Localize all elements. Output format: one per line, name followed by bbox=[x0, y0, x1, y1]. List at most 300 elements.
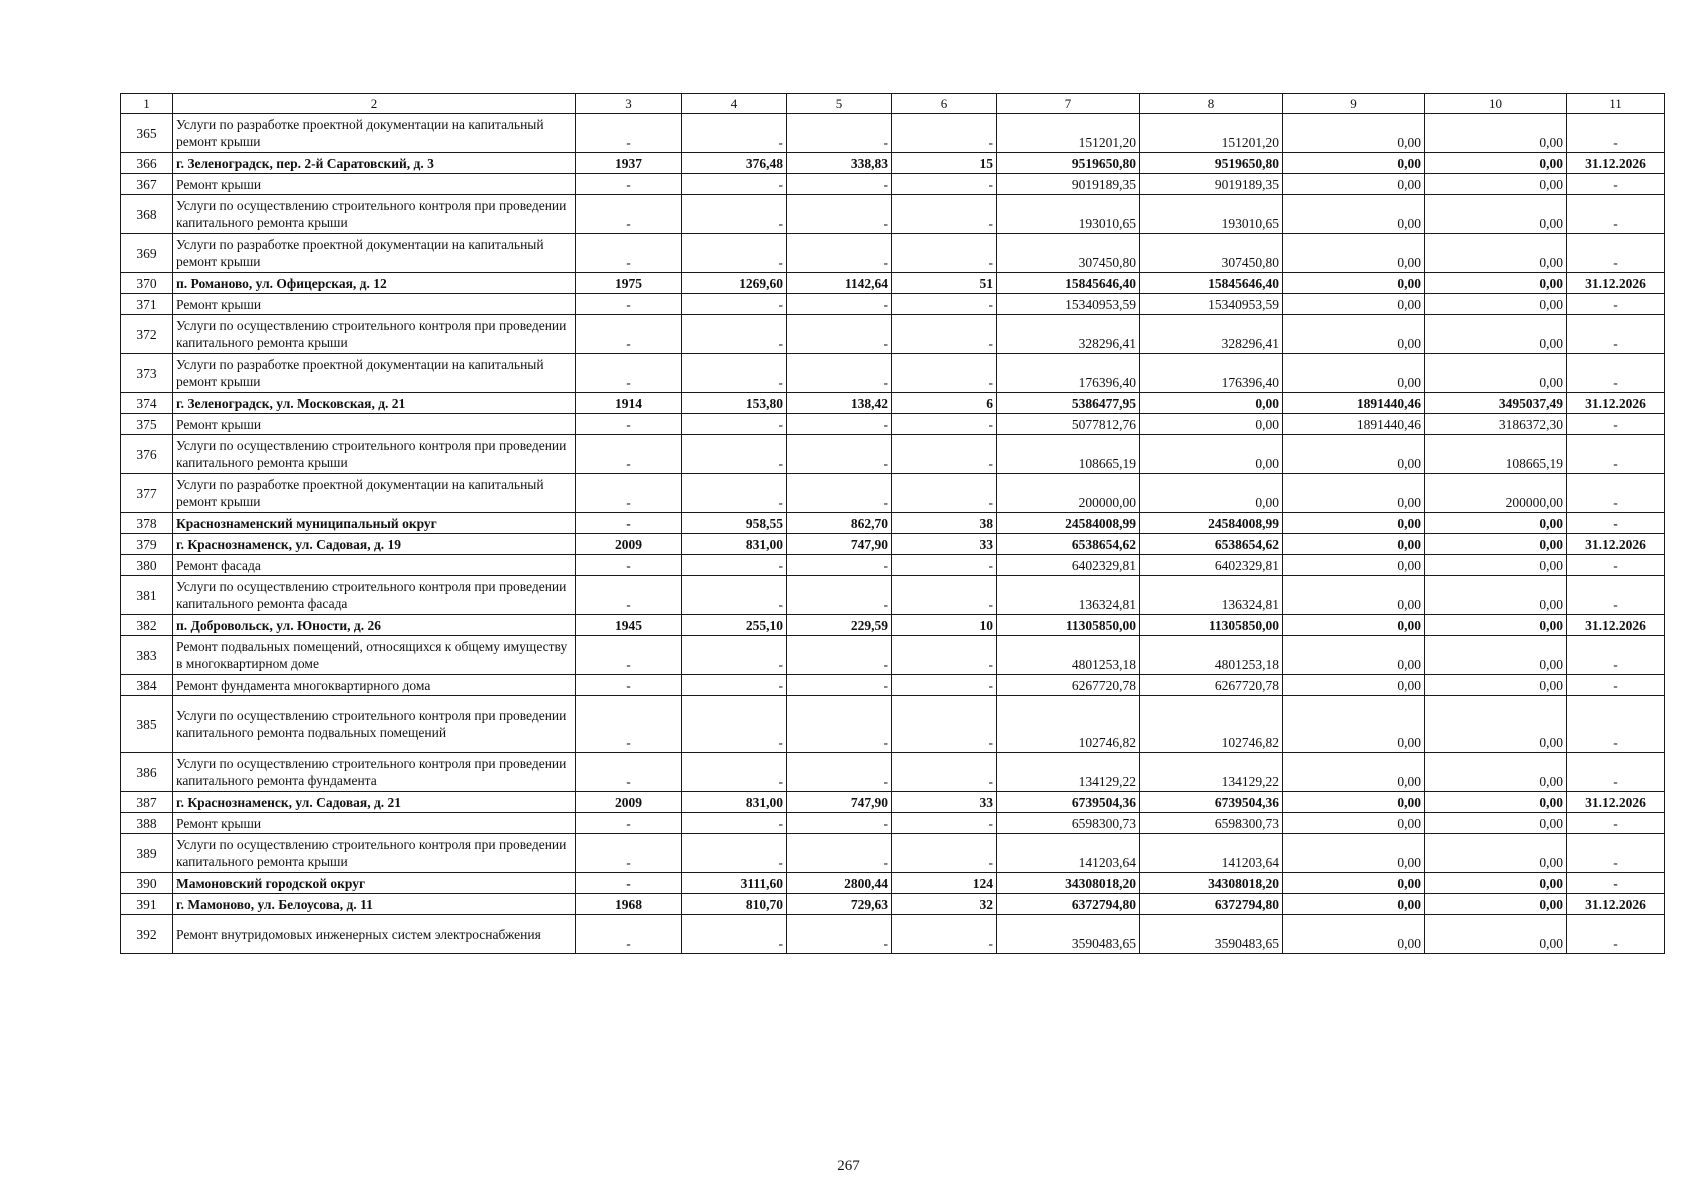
cell-year: - bbox=[576, 294, 682, 315]
cell-total-area: 153,80 bbox=[682, 393, 787, 414]
cell-year: - bbox=[576, 315, 682, 354]
row-number: 367 bbox=[121, 174, 173, 195]
cell-total-cost: 176396,40 bbox=[997, 354, 1140, 393]
table-row bbox=[121, 435, 1665, 474]
cell-deadline: 31.12.2026 bbox=[1567, 273, 1665, 294]
cell-budget-cost: 0,00 bbox=[1283, 753, 1425, 792]
cell-total-cost: 6402329,81 bbox=[997, 555, 1140, 576]
cell-owner-cost: 0,00 bbox=[1425, 753, 1567, 792]
cell-budget-cost: 0,00 bbox=[1283, 696, 1425, 753]
header-cell: 1 bbox=[121, 94, 173, 114]
cell-residents: - bbox=[892, 234, 997, 273]
cell-living-area: 862,70 bbox=[787, 513, 892, 534]
cell-fund-cost: 141203,64 bbox=[1140, 834, 1283, 873]
cell-budget-cost: 0,00 bbox=[1283, 813, 1425, 834]
cell-fund-cost: 0,00 bbox=[1140, 393, 1283, 414]
table-row bbox=[121, 636, 1665, 675]
cell-residents: 6 bbox=[892, 393, 997, 414]
cell-year: 2009 bbox=[576, 534, 682, 555]
cell-fund-cost: 6538654,62 bbox=[1140, 534, 1283, 555]
cell-fund-cost: 6267720,78 bbox=[1140, 675, 1283, 696]
cell-residents: 38 bbox=[892, 513, 997, 534]
cell-living-area: - bbox=[787, 354, 892, 393]
cell-budget-cost: 0,00 bbox=[1283, 294, 1425, 315]
cell-total-area: - bbox=[682, 234, 787, 273]
cell-year: - bbox=[576, 813, 682, 834]
table-row bbox=[121, 792, 1665, 813]
row-number: 387 bbox=[121, 792, 173, 813]
cell-year: - bbox=[576, 195, 682, 234]
cell-owner-cost: 0,00 bbox=[1425, 174, 1567, 195]
table-row bbox=[121, 315, 1665, 354]
cell-deadline: - bbox=[1567, 696, 1665, 753]
cell-living-area: 747,90 bbox=[787, 792, 892, 813]
cell-total-cost: 108665,19 bbox=[997, 435, 1140, 474]
cell-deadline: - bbox=[1567, 513, 1665, 534]
row-name: Услуги по разработке проектной документации на капитальный ремонт крыши bbox=[173, 114, 576, 153]
cell-residents: 15 bbox=[892, 153, 997, 174]
cell-deadline: 31.12.2026 bbox=[1567, 153, 1665, 174]
row-number: 385 bbox=[121, 696, 173, 753]
cell-total-area: 255,10 bbox=[682, 615, 787, 636]
cell-year: - bbox=[576, 234, 682, 273]
cell-fund-cost: 193010,65 bbox=[1140, 195, 1283, 234]
cell-residents: - bbox=[892, 195, 997, 234]
cell-total-cost: 6739504,36 bbox=[997, 792, 1140, 813]
table-row bbox=[121, 354, 1665, 393]
cell-total-area: - bbox=[682, 294, 787, 315]
cell-owner-cost: 0,00 bbox=[1425, 114, 1567, 153]
cell-living-area: 229,59 bbox=[787, 615, 892, 636]
cell-residents: - bbox=[892, 435, 997, 474]
cell-total-area: - bbox=[682, 675, 787, 696]
table-row bbox=[121, 915, 1665, 954]
cell-total-area: - bbox=[682, 195, 787, 234]
row-number: 390 bbox=[121, 873, 173, 894]
cell-year: 2009 bbox=[576, 792, 682, 813]
cell-fund-cost: 176396,40 bbox=[1140, 354, 1283, 393]
cell-living-area: - bbox=[787, 915, 892, 954]
cell-residents: - bbox=[892, 675, 997, 696]
cell-budget-cost: 0,00 bbox=[1283, 834, 1425, 873]
row-number: 391 bbox=[121, 894, 173, 915]
table-row bbox=[121, 675, 1665, 696]
cell-total-area: - bbox=[682, 636, 787, 675]
table-row bbox=[121, 615, 1665, 636]
cell-deadline: - bbox=[1567, 834, 1665, 873]
cell-owner-cost: 0,00 bbox=[1425, 873, 1567, 894]
cell-total-area: 831,00 bbox=[682, 792, 787, 813]
row-name: Мамоновский городской округ bbox=[173, 873, 576, 894]
cell-year: - bbox=[576, 915, 682, 954]
cell-fund-cost: 6598300,73 bbox=[1140, 813, 1283, 834]
cell-fund-cost: 9519650,80 bbox=[1140, 153, 1283, 174]
table-row bbox=[121, 894, 1665, 915]
cell-residents: - bbox=[892, 114, 997, 153]
cell-budget-cost: 0,00 bbox=[1283, 195, 1425, 234]
cell-year: - bbox=[576, 576, 682, 615]
cell-fund-cost: 134129,22 bbox=[1140, 753, 1283, 792]
table-row bbox=[121, 195, 1665, 234]
table-row bbox=[121, 414, 1665, 435]
data-table bbox=[120, 93, 1665, 954]
cell-total-cost: 193010,65 bbox=[997, 195, 1140, 234]
row-number: 373 bbox=[121, 354, 173, 393]
cell-total-cost: 9519650,80 bbox=[997, 153, 1140, 174]
row-number: 366 bbox=[121, 153, 173, 174]
cell-fund-cost: 4801253,18 bbox=[1140, 636, 1283, 675]
cell-total-area: - bbox=[682, 315, 787, 354]
table-row bbox=[121, 114, 1665, 153]
cell-living-area: - bbox=[787, 174, 892, 195]
cell-year: - bbox=[576, 435, 682, 474]
cell-total-area: - bbox=[682, 174, 787, 195]
cell-fund-cost: 6372794,80 bbox=[1140, 894, 1283, 915]
row-number: 369 bbox=[121, 234, 173, 273]
row-name: Услуги по осуществлению строительного контроля при проведении капитального ремонта подвальных помещений bbox=[173, 696, 576, 753]
cell-year: 1914 bbox=[576, 393, 682, 414]
row-name: Услуги по осуществлению строительного контроля при проведении капитального ремонта фундамента bbox=[173, 753, 576, 792]
table-row bbox=[121, 753, 1665, 792]
header-cell: 8 bbox=[1140, 94, 1283, 114]
cell-residents: - bbox=[892, 753, 997, 792]
cell-owner-cost: 108665,19 bbox=[1425, 435, 1567, 474]
cell-deadline: - bbox=[1567, 174, 1665, 195]
cell-total-area: - bbox=[682, 354, 787, 393]
cell-fund-cost: 136324,81 bbox=[1140, 576, 1283, 615]
cell-year: 1975 bbox=[576, 273, 682, 294]
row-number: 383 bbox=[121, 636, 173, 675]
cell-year: 1945 bbox=[576, 615, 682, 636]
cell-living-area: - bbox=[787, 435, 892, 474]
cell-total-area: - bbox=[682, 576, 787, 615]
header-cell: 4 bbox=[682, 94, 787, 114]
cell-fund-cost: 34308018,20 bbox=[1140, 873, 1283, 894]
cell-total-area: - bbox=[682, 414, 787, 435]
cell-deadline: 31.12.2026 bbox=[1567, 393, 1665, 414]
cell-residents: - bbox=[892, 576, 997, 615]
row-number: 372 bbox=[121, 315, 173, 354]
row-name: г. Краснознаменск, ул. Садовая, д. 21 bbox=[173, 792, 576, 813]
cell-living-area: - bbox=[787, 675, 892, 696]
cell-deadline: - bbox=[1567, 675, 1665, 696]
row-number: 386 bbox=[121, 753, 173, 792]
header-cell: 3 bbox=[576, 94, 682, 114]
cell-fund-cost: 15845646,40 bbox=[1140, 273, 1283, 294]
cell-year: - bbox=[576, 474, 682, 513]
table-body bbox=[121, 114, 1665, 954]
row-name: Ремонт фасада bbox=[173, 555, 576, 576]
cell-deadline: - bbox=[1567, 576, 1665, 615]
row-name: Услуги по осуществлению строительного контроля при проведении капитального ремонта крыши bbox=[173, 435, 576, 474]
cell-living-area: - bbox=[787, 834, 892, 873]
cell-total-cost: 34308018,20 bbox=[997, 873, 1140, 894]
row-name: Ремонт подвальных помещений, относящихся к общему имуществу в многоквартирном доме bbox=[173, 636, 576, 675]
cell-total-area: 958,55 bbox=[682, 513, 787, 534]
cell-budget-cost: 0,00 bbox=[1283, 174, 1425, 195]
cell-residents: - bbox=[892, 174, 997, 195]
cell-fund-cost: 15340953,59 bbox=[1140, 294, 1283, 315]
header-cell: 7 bbox=[997, 94, 1140, 114]
table-row bbox=[121, 513, 1665, 534]
cell-owner-cost: 0,00 bbox=[1425, 675, 1567, 696]
cell-living-area: - bbox=[787, 234, 892, 273]
cell-year: - bbox=[576, 675, 682, 696]
cell-living-area: 1142,64 bbox=[787, 273, 892, 294]
cell-fund-cost: 9019189,35 bbox=[1140, 174, 1283, 195]
cell-owner-cost: 0,00 bbox=[1425, 555, 1567, 576]
cell-living-area: - bbox=[787, 753, 892, 792]
row-number: 384 bbox=[121, 675, 173, 696]
table-row bbox=[121, 174, 1665, 195]
row-name: Услуги по осуществлению строительного контроля при проведении капитального ремонта крыши bbox=[173, 195, 576, 234]
table-row bbox=[121, 273, 1665, 294]
cell-residents: - bbox=[892, 315, 997, 354]
row-number: 376 bbox=[121, 435, 173, 474]
cell-budget-cost: 0,00 bbox=[1283, 435, 1425, 474]
row-name: Ремонт фундамента многоквартирного дома bbox=[173, 675, 576, 696]
cell-total-cost: 328296,41 bbox=[997, 315, 1140, 354]
cell-owner-cost: 0,00 bbox=[1425, 813, 1567, 834]
cell-total-cost: 5386477,95 bbox=[997, 393, 1140, 414]
cell-budget-cost: 0,00 bbox=[1283, 153, 1425, 174]
cell-total-area: - bbox=[682, 915, 787, 954]
cell-budget-cost: 0,00 bbox=[1283, 915, 1425, 954]
cell-owner-cost: 0,00 bbox=[1425, 513, 1567, 534]
row-number: 381 bbox=[121, 576, 173, 615]
cell-deadline: 31.12.2026 bbox=[1567, 792, 1665, 813]
page-number: 267 bbox=[837, 1158, 860, 1174]
row-number: 370 bbox=[121, 273, 173, 294]
table-row bbox=[121, 576, 1665, 615]
cell-budget-cost: 0,00 bbox=[1283, 873, 1425, 894]
row-number: 388 bbox=[121, 813, 173, 834]
cell-residents: - bbox=[892, 414, 997, 435]
cell-total-cost: 24584008,99 bbox=[997, 513, 1140, 534]
cell-owner-cost: 0,00 bbox=[1425, 315, 1567, 354]
cell-living-area: - bbox=[787, 195, 892, 234]
cell-residents: 124 bbox=[892, 873, 997, 894]
cell-budget-cost: 0,00 bbox=[1283, 234, 1425, 273]
cell-fund-cost: 0,00 bbox=[1140, 435, 1283, 474]
cell-owner-cost: 0,00 bbox=[1425, 294, 1567, 315]
cell-residents: - bbox=[892, 294, 997, 315]
cell-living-area: 2800,44 bbox=[787, 873, 892, 894]
cell-year: - bbox=[576, 636, 682, 675]
row-name: Ремонт внутридомовых инженерных систем электроснабжения bbox=[173, 915, 576, 954]
cell-deadline: - bbox=[1567, 873, 1665, 894]
row-number: 380 bbox=[121, 555, 173, 576]
cell-year: - bbox=[576, 354, 682, 393]
cell-deadline: - bbox=[1567, 294, 1665, 315]
header-cell: 10 bbox=[1425, 94, 1567, 114]
cell-total-cost: 6267720,78 bbox=[997, 675, 1140, 696]
row-name: Краснознаменский муниципальный округ bbox=[173, 513, 576, 534]
cell-deadline: - bbox=[1567, 636, 1665, 675]
cell-total-area: - bbox=[682, 114, 787, 153]
cell-deadline: - bbox=[1567, 234, 1665, 273]
row-number: 377 bbox=[121, 474, 173, 513]
cell-deadline: - bbox=[1567, 195, 1665, 234]
header-cell: 6 bbox=[892, 94, 997, 114]
cell-owner-cost: 0,00 bbox=[1425, 234, 1567, 273]
cell-total-cost: 134129,22 bbox=[997, 753, 1140, 792]
cell-total-area: - bbox=[682, 696, 787, 753]
cell-budget-cost: 0,00 bbox=[1283, 576, 1425, 615]
cell-owner-cost: 0,00 bbox=[1425, 534, 1567, 555]
cell-deadline: - bbox=[1567, 114, 1665, 153]
cell-year: - bbox=[576, 753, 682, 792]
cell-deadline: - bbox=[1567, 474, 1665, 513]
row-name: г. Мамоново, ул. Белоусова, д. 11 bbox=[173, 894, 576, 915]
cell-budget-cost: 0,00 bbox=[1283, 675, 1425, 696]
cell-budget-cost: 0,00 bbox=[1283, 114, 1425, 153]
cell-residents: - bbox=[892, 813, 997, 834]
row-number: 378 bbox=[121, 513, 173, 534]
cell-total-area: - bbox=[682, 813, 787, 834]
cell-residents: - bbox=[892, 636, 997, 675]
header-cell: 9 bbox=[1283, 94, 1425, 114]
cell-living-area: 747,90 bbox=[787, 534, 892, 555]
cell-living-area: - bbox=[787, 315, 892, 354]
cell-residents: - bbox=[892, 915, 997, 954]
cell-total-area: 1269,60 bbox=[682, 273, 787, 294]
cell-owner-cost: 3495037,49 bbox=[1425, 393, 1567, 414]
row-number: 375 bbox=[121, 414, 173, 435]
cell-total-cost: 6598300,73 bbox=[997, 813, 1140, 834]
row-name: Ремонт крыши bbox=[173, 813, 576, 834]
cell-total-cost: 136324,81 bbox=[997, 576, 1140, 615]
cell-deadline: - bbox=[1567, 435, 1665, 474]
cell-owner-cost: 0,00 bbox=[1425, 153, 1567, 174]
cell-residents: - bbox=[892, 696, 997, 753]
cell-total-cost: 102746,82 bbox=[997, 696, 1140, 753]
row-number: 371 bbox=[121, 294, 173, 315]
row-name: Ремонт крыши bbox=[173, 174, 576, 195]
cell-deadline: - bbox=[1567, 354, 1665, 393]
cell-deadline: - bbox=[1567, 915, 1665, 954]
table-row bbox=[121, 393, 1665, 414]
cell-fund-cost: 102746,82 bbox=[1140, 696, 1283, 753]
cell-residents: 33 bbox=[892, 534, 997, 555]
cell-living-area: - bbox=[787, 813, 892, 834]
cell-year: - bbox=[576, 696, 682, 753]
cell-total-area: - bbox=[682, 435, 787, 474]
row-name: г. Зеленоградск, ул. Московская, д. 21 bbox=[173, 393, 576, 414]
cell-living-area: - bbox=[787, 474, 892, 513]
cell-fund-cost: 3590483,65 bbox=[1140, 915, 1283, 954]
cell-total-cost: 141203,64 bbox=[997, 834, 1140, 873]
cell-total-cost: 200000,00 bbox=[997, 474, 1140, 513]
cell-year: - bbox=[576, 414, 682, 435]
cell-total-cost: 3590483,65 bbox=[997, 915, 1140, 954]
cell-year: - bbox=[576, 873, 682, 894]
row-number: 382 bbox=[121, 615, 173, 636]
cell-total-cost: 151201,20 bbox=[997, 114, 1140, 153]
cell-total-area: 831,00 bbox=[682, 534, 787, 555]
row-name: Услуги по осуществлению строительного контроля при проведении капитального ремонта крыши bbox=[173, 834, 576, 873]
cell-budget-cost: 0,00 bbox=[1283, 615, 1425, 636]
cell-budget-cost: 0,00 bbox=[1283, 354, 1425, 393]
table-row bbox=[121, 474, 1665, 513]
cell-fund-cost: 0,00 bbox=[1140, 474, 1283, 513]
row-number: 392 bbox=[121, 915, 173, 954]
cell-year: - bbox=[576, 513, 682, 534]
row-name: Ремонт крыши bbox=[173, 294, 576, 315]
cell-fund-cost: 11305850,00 bbox=[1140, 615, 1283, 636]
cell-total-area: 3111,60 bbox=[682, 873, 787, 894]
cell-year: - bbox=[576, 834, 682, 873]
cell-owner-cost: 0,00 bbox=[1425, 636, 1567, 675]
cell-total-cost: 15845646,40 bbox=[997, 273, 1140, 294]
cell-deadline: 31.12.2026 bbox=[1567, 615, 1665, 636]
row-name: г. Зеленоградск, пер. 2-й Саратовский, д. 3 bbox=[173, 153, 576, 174]
cell-owner-cost: 0,00 bbox=[1425, 792, 1567, 813]
cell-total-area: 810,70 bbox=[682, 894, 787, 915]
cell-total-area: 376,48 bbox=[682, 153, 787, 174]
row-number: 379 bbox=[121, 534, 173, 555]
cell-owner-cost: 0,00 bbox=[1425, 894, 1567, 915]
table-row bbox=[121, 234, 1665, 273]
cell-year: 1937 bbox=[576, 153, 682, 174]
cell-deadline: - bbox=[1567, 414, 1665, 435]
cell-total-area: - bbox=[682, 834, 787, 873]
cell-living-area: - bbox=[787, 114, 892, 153]
cell-total-area: - bbox=[682, 474, 787, 513]
row-name: п. Добровольск, ул. Юности, д. 26 bbox=[173, 615, 576, 636]
cell-residents: - bbox=[892, 555, 997, 576]
cell-owner-cost: 0,00 bbox=[1425, 576, 1567, 615]
cell-living-area: 729,63 bbox=[787, 894, 892, 915]
cell-residents: - bbox=[892, 354, 997, 393]
cell-total-area: - bbox=[682, 753, 787, 792]
cell-residents: - bbox=[892, 834, 997, 873]
header-cell: 5 bbox=[787, 94, 892, 114]
cell-year: 1968 bbox=[576, 894, 682, 915]
cell-total-cost: 9019189,35 bbox=[997, 174, 1140, 195]
cell-total-cost: 6538654,62 bbox=[997, 534, 1140, 555]
cell-deadline: - bbox=[1567, 813, 1665, 834]
row-name: Услуги по разработке проектной документации на капитальный ремонт крыши bbox=[173, 474, 576, 513]
cell-owner-cost: 0,00 bbox=[1425, 354, 1567, 393]
row-name: Ремонт крыши bbox=[173, 414, 576, 435]
cell-fund-cost: 151201,20 bbox=[1140, 114, 1283, 153]
row-name: п. Романово, ул. Офицерская, д. 12 bbox=[173, 273, 576, 294]
cell-living-area: 338,83 bbox=[787, 153, 892, 174]
cell-residents: 10 bbox=[892, 615, 997, 636]
cell-fund-cost: 307450,80 bbox=[1140, 234, 1283, 273]
cell-budget-cost: 0,00 bbox=[1283, 636, 1425, 675]
table-row bbox=[121, 696, 1665, 753]
cell-total-cost: 4801253,18 bbox=[997, 636, 1140, 675]
cell-budget-cost: 1891440,46 bbox=[1283, 393, 1425, 414]
cell-residents: 33 bbox=[892, 792, 997, 813]
cell-owner-cost: 3186372,30 bbox=[1425, 414, 1567, 435]
cell-living-area: - bbox=[787, 414, 892, 435]
header-row bbox=[121, 94, 1665, 114]
cell-budget-cost: 0,00 bbox=[1283, 273, 1425, 294]
cell-residents: 51 bbox=[892, 273, 997, 294]
row-name: Услуги по разработке проектной документации на капитальный ремонт крыши bbox=[173, 234, 576, 273]
cell-owner-cost: 0,00 bbox=[1425, 696, 1567, 753]
cell-deadline: - bbox=[1567, 753, 1665, 792]
cell-owner-cost: 0,00 bbox=[1425, 915, 1567, 954]
table-row bbox=[121, 834, 1665, 873]
cell-living-area: 138,42 bbox=[787, 393, 892, 414]
cell-budget-cost: 0,00 bbox=[1283, 513, 1425, 534]
cell-total-cost: 6372794,80 bbox=[997, 894, 1140, 915]
cell-fund-cost: 24584008,99 bbox=[1140, 513, 1283, 534]
